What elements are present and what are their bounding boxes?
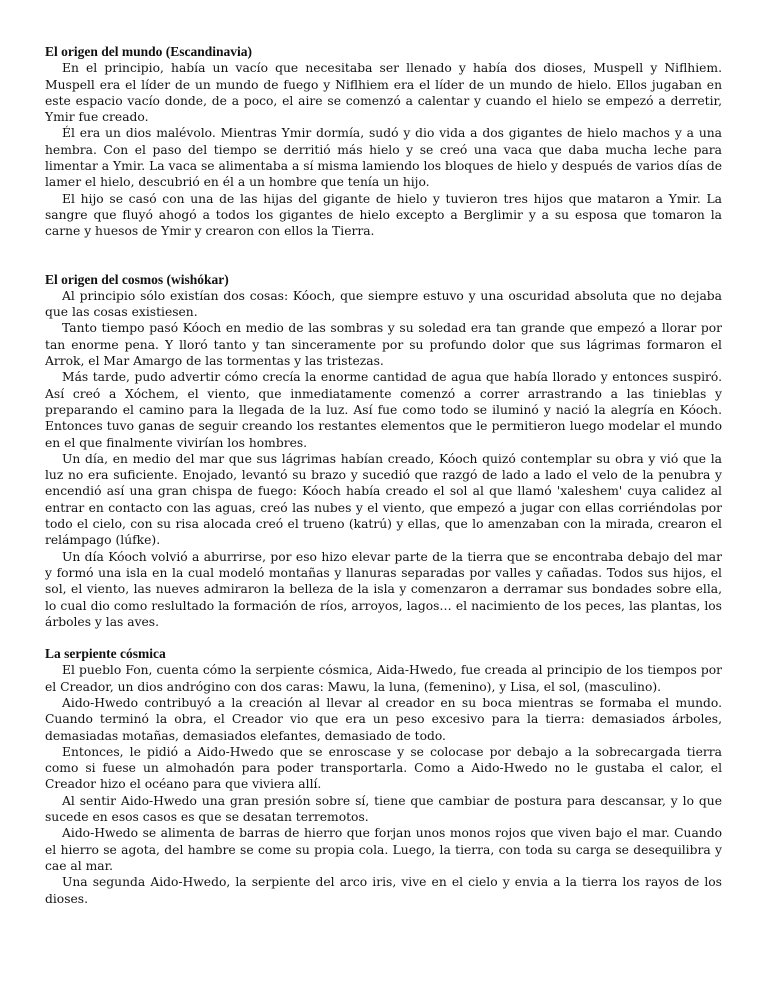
section-origen-del-mundo [45, 44, 722, 240]
paragraph: Entonces, le pidió a Aido-Hwedo que se enroscase y se colocase por debajo a la sobrecargada tierra como si fuese un almohadón para poder transportarla. Como a Aido-Hwedo no le gustaba el calor, el Creador hizo el océano para que viviera allí. [45, 744, 722, 792]
document-page [45, 44, 722, 907]
paragraph: Al principio sólo existían dos cosas: Kóoch, que siempre estuvo y una oscuridad absoluta que no dejaba que las cosas existiesen. [45, 288, 722, 320]
paragraph: En el principio, había un vacío que necesitaba ser llenado y había dos dioses, Muspell y Niflhiem. Muspell era el líder de un mundo de fuego y Niflhiem era el líder de un mundo de hielo. Ellos jugaban en este espacio vacío donde, de a poco, el aire se comenzó a calentar y cuando el hielo se empezó a derretir, Ymir fue creado. [45, 61, 722, 125]
section-origen-del-cosmos [45, 272, 722, 631]
paragraph: Aido-Hwedo contribuyó a la creación al llevar al creador en su boca mientras se formaba el mundo. Cuando terminó la obra, el Creador vio que era un peso excesivo para la tierra: demasiados árboles, demasiadas motañas, demasiados elefantes, demasiado de todo. [45, 695, 722, 743]
paragraph: Aido-Hwedo se alimenta de barras de hierro que forjan unos monos rojos que viven bajo el mar. Cuando el hierro se agota, del hambre se come su propia cola. Luego, la tierra, con toda su carga se desequilibra y cae al mar. [45, 826, 722, 873]
paragraph: Un día Kóoch volvió a aburrirse, por eso hizo elevar parte de la tierra que se encontraba debajo del mar y formó una isla en la cual modeló montañas y llanuras separadas por valles y cañadas. Todos sus hijos, el sol, el viento, las nueves admiraron la belleza de la isla y comenzaron a derramar sus bondades sobre ella, lo cual dio como reslultado la formación de ríos, arroyos, lagos… el nacimiento de los peces, las plantas, los árboles y las aves. [45, 549, 722, 629]
paragraph: Un día, en medio del mar que sus lágrimas habían creado, Kóoch quizó contemplar su obra y vió que la luz no era suficiente. Enojado, levantó su brazo y sucedió que razgó de lado a lado el velo de la penubra y encendió así una gran chispa de fuego: Kóoch había creado el sol al que llamó 'xaleshem' cuya calidez al entrar en contacto con las aguas, creó las nubes y el viento, que empezó a jugar con ellas corriéndolas por todo el cielo, con su risa alocada creó el trueno (katrú) y ellas, que lo amenzaban con la mirada, crearon el relámpago (lúfke). [45, 451, 722, 548]
section-serpiente-cosmica [45, 646, 722, 907]
paragraph: Al sentir Aido-Hwedo una gran presión sobre sí, tiene que cambiar de postura para descansar, y lo que sucede en esos casos es que se desatan terremotos. [45, 793, 722, 825]
section-title: El origen del cosmos (wishókar) [45, 271, 229, 287]
paragraph: El hijo se casó con una de las hijas del gigante de hielo y tuvieron tres hijos que mataron a Ymir. La sangre que fluyó ahogó a todos los gigantes de hielo excepto a Berglimir y a su esposa que tomaron la carne y huesos de Ymir y crearon con ellos la Tierra. [45, 191, 722, 239]
paragraph: Él era un dios malévolo. Mientras Ymir dormía, sudó y dio vida a dos gigantes de hielo machos y a una hembra. Con el paso del tiempo se derritió más hielo y se creó una vaca que daba mucha leche para limentar a Ymir. La vaca se alimentaba a sí misma lamiendo los bloques de hielo y después de varios días de lamer el hielo, descubrió en él a un hombre que tenía un hijo. [45, 126, 722, 190]
section-title: La serpiente cósmica [45, 646, 166, 662]
paragraph: El pueblo Fon, cuenta cómo la serpiente cósmica, Aida-Hwedo, fue creada al principio de los tiempos por el Creador, un dios andrógino con dos caras: Mawu, la luna, (femenino), y Lisa, el sol, (masculino). [45, 663, 722, 694]
section-title: El origen del mundo (Escandinavia) [45, 44, 253, 59]
paragraph: Tanto tiempo pasó Kóoch en medio de las sombras y su soledad era tan grande que empezó a llorar por tan enorme pena. Y lloró tanto y tan sinceramente por su profundo dolor que sus lágrimas formaron el Arrok, el Mar Amargo de las tormentas y las tristezas. [45, 321, 722, 369]
paragraph: Una segunda Aido-Hwedo, la serpiente del arco iris, vive en el cielo y envia a la tierra los rayos de los dioses. [45, 875, 722, 906]
paragraph: Más tarde, pudo advertir cómo crecía la enorme cantidad de agua que había llorado y entonces suspiró. Así creó a Xóchem, el viento, que inmediatamente comenzó a correr arrastrando a las tinieblas y preparando el camino para la llegada de la luz. Así fue como todo se iluminó y nació la alegría en Kóoch. Entonces tuvo ganas de seguir creando los restantes elementos que le permitieron luego modelar el mundo en el que finalmente vivirían los hombres. [45, 370, 722, 450]
